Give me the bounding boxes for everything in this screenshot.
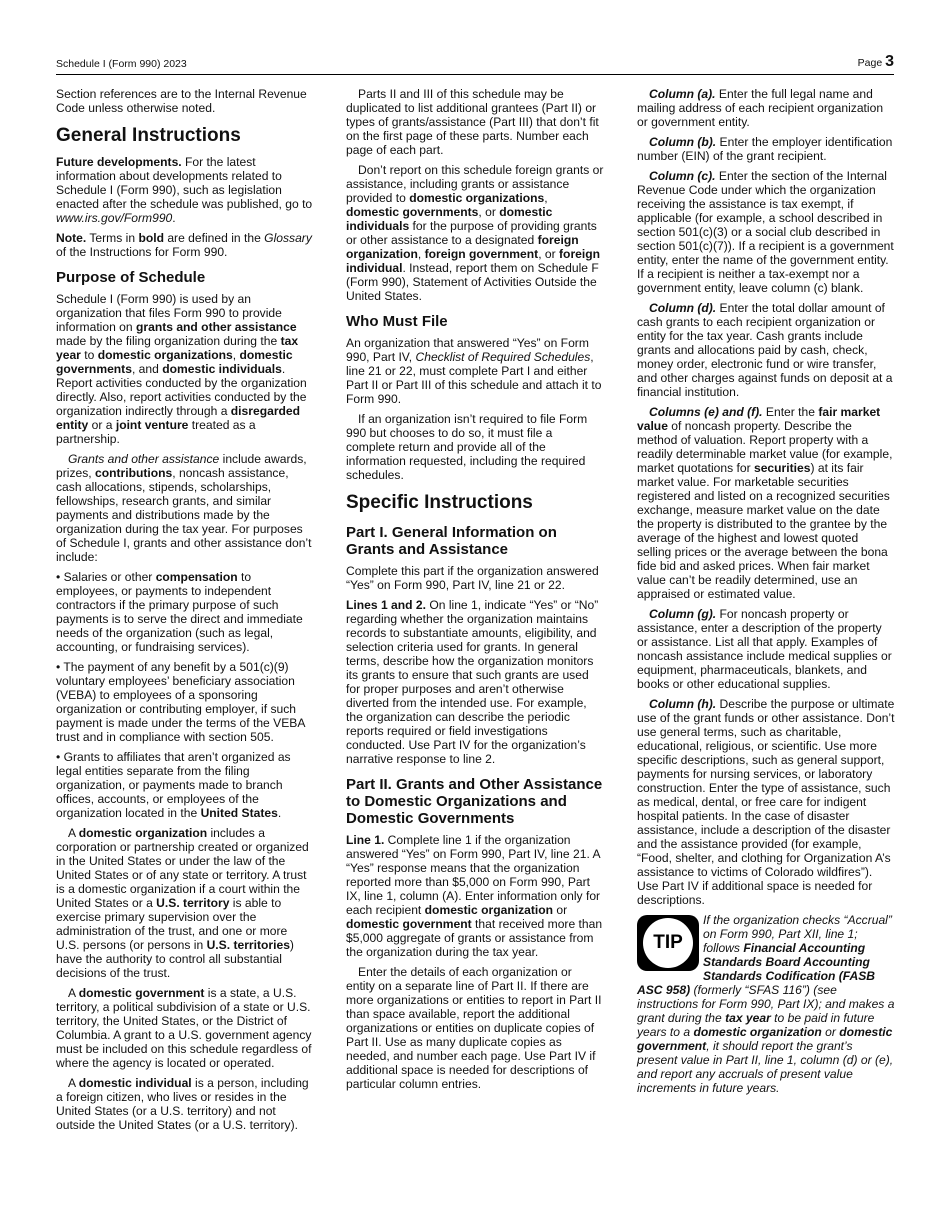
future-text-1: For the latest information about developments related to Schedule I (Form 990), such as legislation enacted after the schedule was published, go to [56,155,313,211]
exclusion-bullet-1 [56,570,314,654]
note-bold-word: bold [138,231,164,245]
column-d-paragraph [637,301,895,399]
exclusion-bullet-3 [56,750,314,820]
bullet3-text-c: . [277,806,282,820]
column-d-label: Column (d). [649,301,717,315]
bullet3-text-a: • Grants to affiliates that aren’t organized as legal entities separate from the filing organization, or payments made to branch offices, accounts, or employees of the organization located in the [56,750,291,820]
purpose-term-grants: grants and other assistance [136,320,297,334]
purpose-paragraph [56,292,314,446]
purpose-text-g: . Report activities conducted by the organization directly. Also, report activities conducted by the organization indirectly through a [56,362,307,418]
dorg-term: domestic organization [78,826,208,840]
dont-text-a: Don’t report on this schedule foreign grants or assistance, including grants or assistance provided to [346,163,604,205]
line-1-text-d: that received more than $5,000 aggregate of grants or assistance from the organization during the tax year. [346,917,603,959]
dorg-term-us-territories: U.S. territories [206,938,290,952]
note-text-2: are defined in the [163,231,265,245]
heading-who-must-file: Who Must File [346,313,448,330]
column-a-label: Column (a). [649,87,716,101]
column-g-label: Column (g). [649,607,717,621]
bullet1-text-a: • Salaries or other [56,570,156,584]
domestic-government-paragraph [56,986,314,1070]
lines-1-2-label: Lines 1 and 2. [346,598,426,612]
dgov-text-a: A [68,986,79,1000]
form-name: Schedule I (Form 990) 2023 [56,58,187,70]
tip-term-domestic-gov: domestic government [637,1025,893,1053]
column-g-paragraph [637,607,895,691]
heading-specific-instructions: Specific Instructions [346,492,533,513]
page-label: Page [857,57,883,69]
purpose-term-disregarded: disregarded entity [56,404,301,432]
domestic-organization-paragraph [56,826,314,980]
dorg-text-g: ) have the authority to control all substantial decisions of the trust. [56,938,294,980]
column-a-paragraph [637,87,895,129]
column-h-paragraph [637,697,895,907]
bullet1-term-compensation: compensation [155,570,238,584]
future-developments-label: Future developments. [56,155,182,169]
exclusion-bullet-2: • The payment of any benefit by a 501(c)(9) voluntary employees’ beneficiary association (VEBA) to employees of a sponsoring organization or contributing employer, if such payment is made under the terms of the VEBA trust and in compliance with section 505. [56,660,305,744]
dont-term-domestic-orgs: domestic organizations [409,191,545,205]
line-1-text-a: Complete line 1 if the organization answered “Yes” on Form 990, Part IV, line 21. A “Yes” response means that the organization reported more than $5,000 on Form 990, Part IX, line 1, column (A). Enter information only for each recipient [346,833,601,917]
purpose-term-tax-year: tax year [56,334,299,362]
dont-report-paragraph [346,163,604,303]
page-number: 3 [885,53,894,70]
purpose-text-c: made by the filing organization during the [56,334,281,348]
dont-term-foreign-gov: foreign government [424,247,539,261]
columns-e-f-paragraph [637,405,895,601]
dind-text-c: is a person, including a foreign citizen, who lives or resides in the United States (or a U.S. territory) and not outside the United States (or a U.S. territory). [56,1076,309,1132]
tip-text-f: , it should report the grant’s present value in Part II, line 1, column (d) or (e), and report any accruals of present value increments in future years. [637,1039,894,1095]
note-label: Note. [56,231,87,245]
bullet1-text-c: to employees, or payments to independent contractors if the primary purpose of such payments is to serve the direct and immediate needs of the organization (such as legal, accounting, or fundraising services). [56,570,303,654]
purpose-term-domestic-inds: domestic individuals [162,362,282,376]
tip-term-fasb: Financial Accounting Standards Board Accounting Standards Codification (FASB ASC 958) [637,941,876,997]
part1-paragraph: Complete this part if the organization answered “Yes” on Form 990, Part IV, line 21 or 22. [346,564,599,592]
dont-term-domestic-inds: domestic individuals [346,205,553,233]
tip-text-a: If the organization checks “Accrual” on Form 990, Part XII, line 1; follows [703,913,892,955]
tip-icon-label: TIP [643,918,693,968]
tip-text-e: or [821,1025,840,1039]
form990-url: www.irs.gov/Form990 [56,211,173,225]
note-text-3: of the Instructions for Form 990. [56,245,228,259]
tip-term-tax-year: tax year [725,1011,771,1025]
purpose-term-joint-venture: joint venture [115,418,189,432]
column-2 [346,87,604,1097]
who-text-a: An organization that answered “Yes” on Form 990, Part IV, [346,336,589,364]
cef-text-a: Enter the [762,405,819,419]
note-text-1: Terms in [86,231,139,245]
grants-definition-paragraph [56,452,314,564]
voluntary-filing-paragraph: If an organization isn’t required to file Form 990 but chooses to do so, it must file a complete return and provide all of the information requested, including the required schedules. [346,412,588,482]
purpose-text-e: , [232,348,240,362]
column-b-label: Column (b). [649,135,717,149]
purpose-text-i: treated as a partnership. [56,418,256,446]
column-h-label: Column (h). [649,697,717,711]
column-3 [637,87,895,1101]
dont-text-g: , or [538,247,560,261]
tip-icon [637,915,699,971]
column-c-label: Column (c). [649,169,716,183]
page-indicator [858,53,894,71]
dind-text-a: A [68,1076,79,1090]
dorg-text-a: A [68,826,79,840]
column-d-text: Enter the total dollar amount of cash grants to each recipient organization or entity for the tax year. Cash grants include grants and allocations paid by cash, check, money order, electronic fund or wire transfer, and other charges against funds on deposit at a financial institution. [637,301,893,399]
domestic-individual-paragraph [56,1076,314,1132]
dont-text-e: for the purpose of providing grants or other assistance to a designated [346,219,597,247]
purpose-term-domestic-orgs: domestic organizations [97,348,233,362]
line-1-term-domestic-org: domestic organization [424,903,554,917]
page-header [56,54,894,75]
heading-part-1: Part I. General Information on Grants and Assistance [346,524,557,558]
note-paragraph [56,231,314,259]
dont-text-c: , [544,191,548,205]
column-h-text: Describe the purpose or ultimate use of the grant funds or other assistance. Don’t use general terms, such as charitable, educational, religious, or scientific. Use more specific descriptions, such as general support, payments for nursing services, or laboratory construction. Enter the type of assistance, such as medical, dental, or free care for indigent hospital patients. In the case of disaster assistance, include a description of the disaster and the assistance provided (for example, “Food, shelter, and clothing for Organization A’s assistance to victims of Colorado wildfires”). Use Part IV if additional space is needed for descriptions. [637,697,895,907]
note-glossary: Glossary [264,231,312,245]
duplicate-parts-paragraph: Parts II and III of this schedule may be duplicated to list additional grantees (Part II) or types of grants/assistance (Part III) that don’t fit on the first page of these parts. Number each page of each part. [346,87,599,157]
purpose-text-f: , and [131,362,163,376]
dorg-text-c: includes a corporation or partnership created or organized in the United States or under the law of the United States or of any state or territory. A trust is a domestic organization if a court within the United States or a [56,826,309,910]
heading-purpose-of-schedule: Purpose of Schedule [56,269,206,286]
dont-text-f: , [417,247,425,261]
column-c-text: Enter the section of the Internal Revenue Code under which the organization receiving the assistance is tax exempt, if applicable (for example, a school described in section 501(c)(3) or a social club described in section 501(c)(7)). If a recipient is a government entity, enter the name of the government entity. If a recipient is neither a tax-exempt nor a government entity, leave column (c) blank. [637,169,894,295]
dind-term: domestic individual [78,1076,192,1090]
tip-text-c: (formerly “SFAS 116”) (see instructions for Form 990, Part IX); and makes a grant during the [637,983,895,1025]
dorg-text-e: is able to exercise primary supervision over the administration of the trust, and one or more U.S. persons (or persons in [56,896,288,952]
purpose-text-d: to [80,348,98,362]
column-1 [56,87,314,1138]
heading-part-2: Part II. Grants and Other Assistance to Domestic Organizations and Domestic Governments [346,776,603,827]
dont-term-domestic-govs: domestic governments [346,205,479,219]
column-c-paragraph [637,169,895,295]
grants-term-contributions: contributions [94,466,173,480]
grants-text-a: include awards, prizes, [56,452,307,480]
tip-box [637,913,895,1095]
heading-general-instructions: General Instructions [56,125,241,146]
cef-text-c: of noncash property. Describe the method of valuation. Report property with a readily determinable market value (for example, market quotations for [637,419,893,475]
intro-paragraph: Section references are to the Internal Revenue Code unless otherwise noted. [56,87,307,115]
dont-term-foreign-org: foreign organization [346,233,579,261]
cef-term-fmv: fair market value [637,405,881,433]
lines-1-2-paragraph [346,598,604,766]
future-text-2: . [172,211,176,225]
columns-e-f-label: Columns (e) and (f). [649,405,763,419]
who-text-b: , line 21 or 22, must complete Part I and either Part II or Part III of this schedule and attach it to Form 990. [346,350,602,406]
dorg-term-us-territory: U.S. territory [156,896,230,910]
column-b-paragraph [637,135,895,163]
column-a-text: Enter the full legal name and mailing address of each recipient organization or government entity. [637,87,884,129]
dont-text-h: . Instead, report them on Schedule F (Form 990), Statement of Activities Outside the United States. [346,261,599,303]
grants-term: Grants and other assistance [68,452,220,466]
who-must-file-paragraph [346,336,604,406]
purpose-text-a: Schedule I (Form 990) is used by an organization that files Form 990 to provide information on [56,292,282,334]
purpose-text-h: or a [88,418,116,432]
cef-text-d: ) at its fair market value. For marketable securities registered and listed on a recognized securities exchange, measure market value on the date the property is distributed to the grantee by the average of the highest and lowest quoted selling prices or the average between the bona fide bid and asked prices. When fair market value can’t be readily determined, use an appraised or estimated value. [637,461,890,601]
dont-text-d: , or [478,205,500,219]
dont-term-foreign-ind: foreign individual [346,247,601,275]
dgov-text-c: is a state, a U.S. territory, a political subdivision of a state or U.S. territory, the United States, or the District of Columbia. A grant to a U.S. government agency must be included on this schedule regardless of where the agency is located or operated. [56,986,312,1070]
enter-details-paragraph: Enter the details of each organization or entity on a separate line of Part II. If there are more organizations or entities to report in Part II than space available, report the additional organizations or entities on duplicate copies of Part II. Use as many duplicate copies as needed, and number each page. Use Part IV if additional space is needed for descriptions of particular column entries. [346,965,602,1091]
grants-text-c: , noncash assistance, cash allocations, stipends, scholarships, fellowships, research grants, and similar payments and distributions made by the organization during the tax year. For purposes of Schedule I, grants and other assistance don’t include: [56,466,312,564]
who-checklist-title: Checklist of Required Schedules [415,350,591,364]
future-developments-paragraph [56,155,314,225]
column-g-text: For noncash property or assistance, enter a description of the property or assistance. List all that apply. Examples of noncash assistance include medical supplies or equipment, pharmaceuticals, blankets, and books or other educational supplies. [637,607,892,691]
tip-term-domestic-org: domestic organization [693,1025,822,1039]
line-1-paragraph [346,833,604,959]
bullet3-term-us: United States [200,806,278,820]
column-b-text: Enter the employer identification number (EIN) of the grant recipient. [637,135,893,163]
lines-1-2-text: On line 1, indicate “Yes” or “No” regarding whether the organization maintains records to substantiate amounts, eligibility, and selection criteria used for grants. In general terms, describe how the organization monitors its grants to ensure that such grants are used for proper purposes and aren’t otherwise diverted from the intended use. For example, the organization can describe the periodic reports required or field investigations conducted. Use Part IV for the organization’s narrative response to line 2. [346,598,599,766]
line-1-text-c: or [553,903,568,917]
cef-term-securities: securities [753,461,811,475]
line-1-label: Line 1. [346,833,385,847]
tip-text-d: to be paid in future years to a [637,1011,875,1039]
line-1-term-domestic-gov: domestic government [346,917,472,931]
dgov-term: domestic government [78,986,205,1000]
purpose-term-domestic-govs: domestic governments [56,348,293,376]
